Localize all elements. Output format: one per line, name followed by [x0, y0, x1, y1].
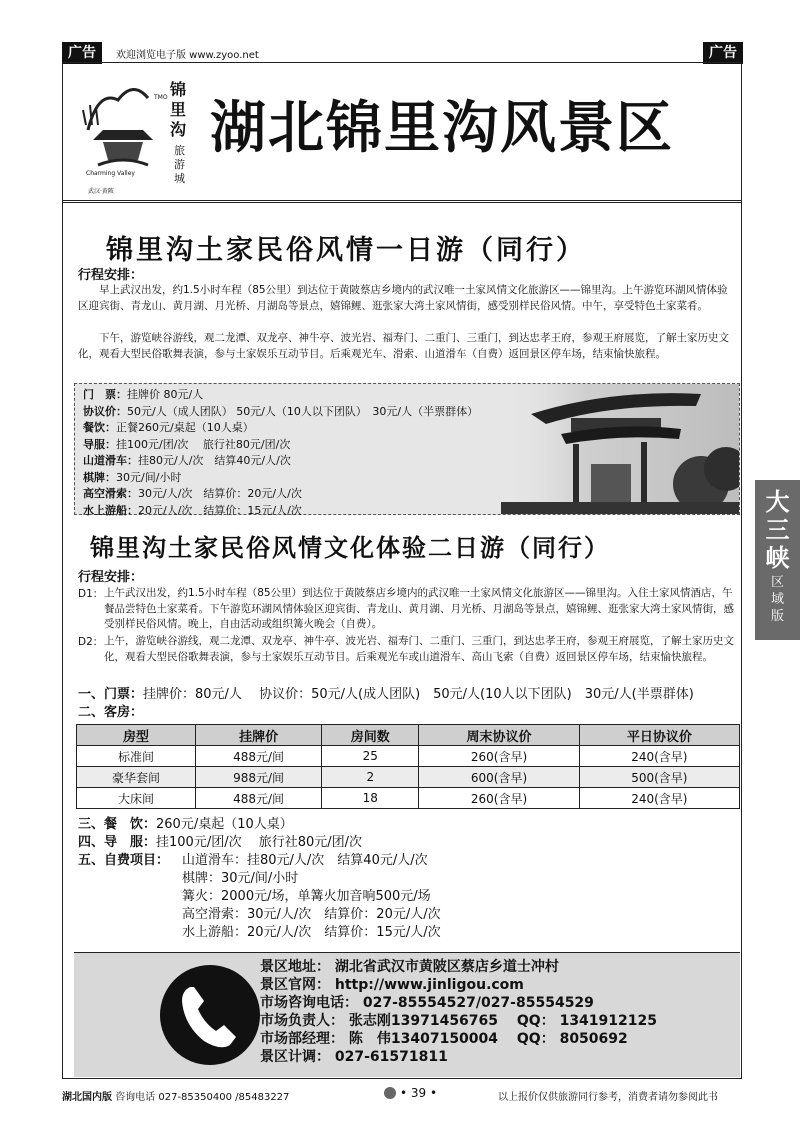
- tour2-schedule-label: 行程安排：: [78, 570, 144, 585]
- logo-brand-cn: 锦里沟: [170, 80, 187, 139]
- price-row: 水上游船：20元/人/次 结算价：15元/人/次: [83, 503, 302, 517]
- tour2-d1-label: D1：: [78, 588, 104, 600]
- table-cell: 500(含早): [579, 767, 739, 788]
- contact-hotline: 市场咨询电话： 027-85554527/027-85554529: [260, 995, 594, 1011]
- col-header: 房间数: [322, 725, 419, 746]
- contact-manager: 市场负责人： 张志刚13971456765 QQ： 1341912125: [260, 1013, 657, 1029]
- table-cell: 988元/间: [196, 767, 322, 788]
- tour1-para1: 早上武汉出发，约1.5小时车程（85公里）到达位于黄陂蔡店乡境内的武汉唯一土家风情文化旅游区——锦里沟。上午游览环湖风情体验区迎宾街、青龙山、黄月湖、月光桥、月湖岛等景点，嬉锦鲤、逛张家大湾土家风情街，感受别样民俗风情。中午，享受特色土家菜肴。: [78, 284, 728, 312]
- footer-phone: 咨询电话 027-85350400 /85483227: [115, 1092, 290, 1103]
- pavilion-photo: [501, 384, 739, 514]
- side-char: 峡: [765, 543, 790, 572]
- pavilion-image-icon: [501, 384, 739, 514]
- price-row: 餐饮：正餐260元/桌起（10人桌）: [83, 421, 254, 434]
- tour2-d2: 上午，游览峡谷游线，观二龙潭、双龙亭、神牛亭、波光岩、福寿门、二重门、三重门，到达忠孝王府，参观王府展览，了解土家历史文化，观看大型民俗歌舞表演，参与土家娱乐互动节目。后乘观光车或山道滑车、高山飞索（自费）返回景区停车场，结束愉快旅程。: [104, 635, 734, 663]
- logo-tm: TMO: [154, 94, 168, 101]
- price-row: 高空滑索：30元/人/次 结算价：20元/人/次: [83, 487, 302, 500]
- guide-text: 挂100元/团/次 旅行社80元/团/次: [156, 835, 363, 850]
- meal-text: 260元/桌起（10人桌）: [156, 817, 293, 832]
- guide-label: 四、导 服：: [78, 835, 157, 850]
- tour2-rooms-label: 二、客房：: [78, 705, 144, 720]
- footer-page-icon: [384, 1087, 396, 1099]
- table-cell: 260(含早): [419, 746, 579, 767]
- side-tab-big: [755, 480, 800, 572]
- logo-brand-en: Charming Valley: [86, 170, 135, 177]
- table-cell: 488元/间: [196, 788, 322, 809]
- contact-planning: 景区计调： 027-61571811: [260, 1049, 448, 1065]
- extra-item: 棋牌：30元/间/小时: [182, 871, 299, 886]
- footer-disclaimer: 以上报价仅供旅游同行参考，消费者请勿参阅此书: [498, 1092, 718, 1103]
- meal-label: 三、餐 饮：: [78, 817, 157, 832]
- price-row: 山道滑车：挂80元/人/次 结算40元/人/次: [83, 454, 291, 467]
- contact-lines: [260, 958, 657, 1066]
- title-divider: [62, 200, 742, 203]
- extra-item: 高空滑索：30元/人/次 结算价：20元/人/次: [182, 907, 441, 922]
- footer-edition: 湖北国内版: [62, 1092, 112, 1103]
- table-cell: 2: [322, 767, 419, 788]
- price-row: 门 票：挂牌价 80元/人: [83, 388, 204, 401]
- logo: [78, 66, 198, 194]
- tickets-text: 挂牌价：80元/人 协议价：50元/人(成人团队) 50元/人(10人以下团队) 30元/人(半票群体): [143, 687, 694, 702]
- tour1-title: 锦里沟土家民俗风情一日游（同行）: [106, 235, 586, 266]
- logo-place: 武汉·黄陂: [88, 188, 114, 195]
- tour1-schedule-label: 行程安排：: [78, 268, 144, 283]
- table-cell: 大床间: [77, 788, 196, 809]
- contact-box: [74, 952, 740, 1077]
- rooms-table: [76, 724, 740, 809]
- table-cell: 488元/间: [196, 746, 322, 767]
- welcome-text: 欢迎浏览电子版 www.zyoo.net: [116, 50, 259, 61]
- col-header: 平日协议价: [579, 725, 739, 746]
- side-char: 域: [770, 592, 784, 607]
- table-row: [77, 767, 740, 788]
- table-cell: 260(含早): [419, 788, 579, 809]
- tour2-d1: 上午武汉出发，约1.5小时车程（85公里）到达位于黄陂蔡店乡境内的武汉唯一土家风情文化旅游区——锦里沟。入住土家风情酒店，午餐品尝特色土家菜肴。下午游览环湖风情体验区迎宾街、青龙山、黄月湖、月光桥、月湖岛等景点，嬉锦鲤、逛张家大湾土家风情街，感受别样民俗风情。晚上，自由活动或组织篝火晚会（自费）。: [104, 587, 734, 630]
- contact-dept-manager: 市场部经理： 陈 伟13407150004 QQ： 8050692: [260, 1031, 628, 1047]
- footer-left: [62, 1088, 289, 1103]
- ad-tag-left: 广告: [62, 42, 102, 64]
- phone-icon: [160, 965, 260, 1065]
- side-char: 区: [770, 575, 784, 590]
- tour2-meal: [78, 816, 293, 834]
- tour2-tickets: [78, 686, 694, 704]
- side-char: 三: [765, 515, 790, 544]
- table-cell: 豪华套间: [77, 767, 196, 788]
- logo-mark-icon: [78, 70, 168, 180]
- phone-badge: [160, 965, 260, 1065]
- logo-brand-sub: 旅游城: [174, 144, 185, 185]
- region-side-tab: [755, 480, 800, 640]
- tour1-price-list: [83, 387, 478, 519]
- contact-address: 景区地址： 湖北省武汉市黄陂区蔡店乡道士冲村: [260, 959, 559, 975]
- table-cell: 标准间: [77, 746, 196, 767]
- side-tab-small: [755, 574, 800, 625]
- tickets-label: 一、门票：: [78, 687, 144, 702]
- tour2-extra-label: 五、自费项目：: [78, 853, 170, 868]
- price-row: 导服：挂100元/团/次 旅行社80元/团/次: [83, 437, 291, 451]
- col-header: 挂牌价: [196, 725, 322, 746]
- table-cell: 600(含早): [419, 767, 579, 788]
- main-title: 湖北锦里沟风景区: [210, 95, 674, 161]
- footer-page-number: • 39 •: [400, 1086, 438, 1100]
- price-row: 棋牌：30元/间/小时: [83, 470, 182, 484]
- extra-item: 水上游船：20元/人/次 结算价：15元/人/次: [182, 925, 441, 940]
- table-row: [77, 788, 740, 809]
- tour2-extras: [182, 852, 441, 942]
- side-char: 大: [765, 487, 790, 516]
- table-cell: 18: [322, 788, 419, 809]
- table-cell: 240(含早): [579, 746, 739, 767]
- tour1-price-box: [74, 383, 740, 515]
- contact-website[interactable]: 景区官网： http://www.jinligou.com: [260, 977, 524, 993]
- table-header-row: [77, 725, 740, 746]
- price-row: 协议价：50元/人（成人团队） 50元/人（10人以下团队） 30元/人（半票群体）: [83, 404, 479, 418]
- ad-tag-right: 广告: [703, 42, 743, 64]
- table-cell: 240(含早): [579, 788, 739, 809]
- tour1-para2: 下午，游览峡谷游线，观二龙潭、双龙亭、神牛亭、波光岩、福寿门、二重门、三重门，到达忠孝王府，参观王府展览，了解土家历史文化，观看大型民俗歌舞表演，参与土家娱乐互动节目。后乘观光车、滑索、山道滑车（自费）返回景区停车场，结束愉快旅程。: [78, 332, 729, 360]
- table-cell: 25: [322, 746, 419, 767]
- side-char: 版: [770, 609, 784, 624]
- col-header: 房型: [77, 725, 196, 746]
- tour2-title: 锦里沟土家民俗风情文化体验二日游（同行）: [90, 533, 610, 562]
- extra-item: 山道滑车：挂80元/人/次 结算40元/人/次: [182, 853, 428, 868]
- table-row: [77, 746, 740, 767]
- col-header: 周末协议价: [419, 725, 579, 746]
- tour2-d2-label: D2：: [78, 636, 104, 648]
- tour2-guide: [78, 834, 362, 852]
- extra-item: 篝火：2000元/场，单篝火加音响500元/场: [182, 889, 431, 904]
